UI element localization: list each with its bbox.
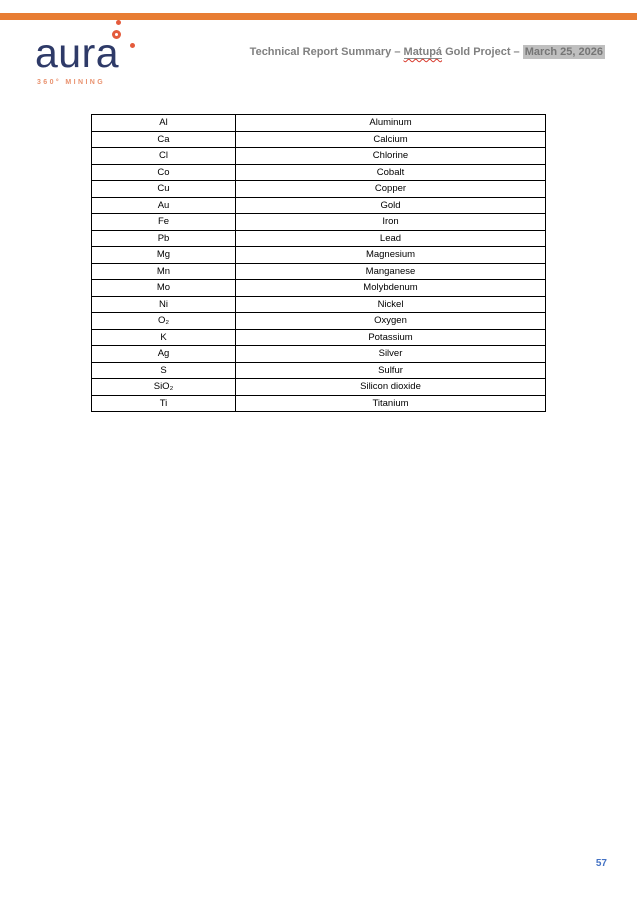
element-name-cell: Sulfur [236,362,546,379]
header-title [250,46,605,58]
element-symbol-cell: Ni [92,296,236,313]
table-row [92,247,546,264]
element-symbol-cell: K [92,329,236,346]
element-name-cell: Aluminum [236,115,546,132]
table-row [92,346,546,363]
element-name-cell: Silver [236,346,546,363]
logo-ring [112,30,121,39]
table-row [92,263,546,280]
element-symbol-cell: Pb [92,230,236,247]
element-symbol-cell: Cl [92,148,236,165]
table-row [92,148,546,165]
element-symbol-cell: SiO₂ [92,379,236,396]
table-row [92,131,546,148]
element-name-cell: Chlorine [236,148,546,165]
element-name-cell: Lead [236,230,546,247]
element-name-cell: Manganese [236,263,546,280]
element-symbol-cell: Mg [92,247,236,264]
table-row [92,164,546,181]
table-row [92,379,546,396]
table-row [92,197,546,214]
element-name-cell: Oxygen [236,313,546,330]
header-date-highlighted: March 25, 2026 [524,46,603,58]
element-symbol-cell: Ca [92,131,236,148]
top-accent-bar [0,13,637,20]
logo-brand-text: aura [35,30,120,76]
element-symbol-cell: O₂ [92,313,236,330]
element-name-cell: Silicon dioxide [236,379,546,396]
logo-dot-top [116,20,121,25]
element-name-cell: Magnesium [236,247,546,264]
element-symbol-cell: S [92,362,236,379]
logo-dot-bottom-right [130,43,135,48]
element-symbol-cell: Ti [92,395,236,412]
table-row [92,296,546,313]
page-number: 57 [595,858,607,869]
element-name-cell: Calcium [236,131,546,148]
element-name-cell: Cobalt [236,164,546,181]
header-project-name: Matupá [403,46,443,58]
element-name-cell: Gold [236,197,546,214]
element-name-cell: Molybdenum [236,280,546,297]
header-title-mid: Gold Project – [442,46,523,58]
element-name-cell: Iron [236,214,546,231]
table-row [92,115,546,132]
table-row [92,362,546,379]
element-name-cell: Copper [236,181,546,198]
element-symbol-cell: Mn [92,263,236,280]
table-row [92,313,546,330]
header-title-prefix: Technical Report Summary – [249,46,404,58]
element-symbol-cell: Cu [92,181,236,198]
table-row [92,280,546,297]
element-symbol-cell: Al [92,115,236,132]
element-symbol-cell: Ag [92,346,236,363]
element-name-cell: Nickel [236,296,546,313]
table-row [92,329,546,346]
element-symbol-cell: Fe [92,214,236,231]
table-row [92,395,546,412]
element-symbol-cell: Au [92,197,236,214]
table-row [92,230,546,247]
element-name-cell: Titanium [236,395,546,412]
element-symbol-cell: Mo [92,280,236,297]
element-symbols-table [91,114,546,412]
table-row [92,214,546,231]
logo-tagline: 360° MINING [37,79,106,86]
element-symbol-cell: Co [92,164,236,181]
element-table-body [92,115,546,412]
aura-circle-dots-icon [112,20,144,52]
element-name-cell: Potassium [236,329,546,346]
table-row [92,181,546,198]
